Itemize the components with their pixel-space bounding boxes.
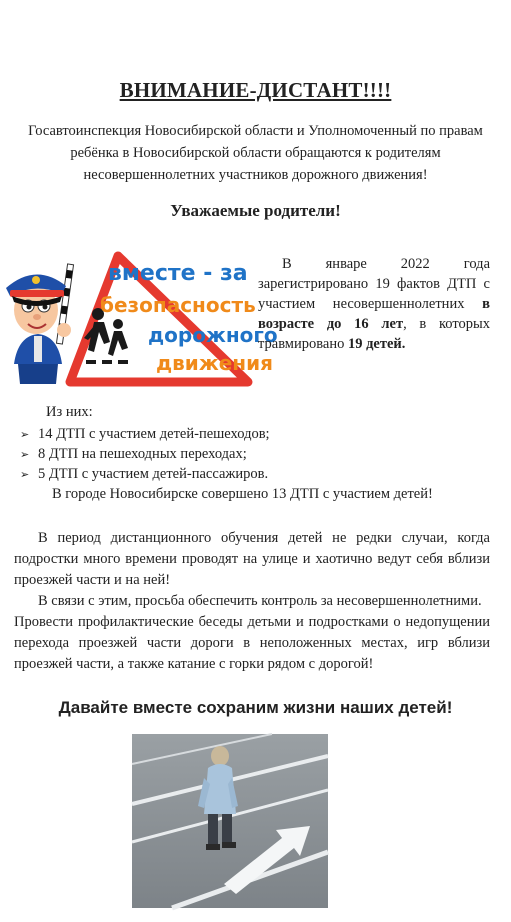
closing-slogan: Давайте вместе сохраним жизни наших детей! — [58, 698, 453, 717]
paragraph-distance-learning: В период дистанционного обучения детей не редки случаи, когда подростки много времени проводят на улице и хаотично ведут себя вблизи проезжей части и на ней! — [14, 530, 490, 588]
stats-part-2: , в которых травмировано — [258, 316, 490, 352]
paragraph-request — [14, 591, 490, 675]
stats-bold-injured: 19 детей. — [347, 336, 406, 352]
list-item: ➢ 14 ДТП с участием детей-пешеходов; — [20, 424, 500, 444]
logo-line-2: безопасность — [100, 293, 256, 317]
arrow-bullet-icon: ➢ — [20, 468, 30, 481]
stats-bold-age: в возрасте до 16 лет — [258, 296, 490, 332]
page-title: ВНИМАНИЕ-ДИСТАНТ!!!! — [119, 78, 392, 102]
stats-part-1: В январе 2022 года зарегистрировано 19 фактов ДТП с участием несовершеннолетних — [258, 256, 490, 312]
paragraph-request-body: Провести профилактические беседы детьми и подростками о недопущении перехода проезжей части дороги в неположенных местах, игр вблизи проезжей части, а также катание с горки рядом с дорогой! — [14, 614, 490, 672]
arrow-bullet-icon: ➢ — [20, 448, 30, 461]
greeting-heading: Уважаемые родители! — [170, 201, 341, 220]
intro-text: Госавтоинспекция Новосибирской области и Уполномоченный по правам ребёнка в Новосибирской области обращаются к родителям несовершеннолетних участников дорожного движения! — [28, 123, 483, 183]
policeman-mascot-icon — [6, 264, 74, 384]
child-on-road-photo — [132, 734, 328, 908]
statistics-list — [20, 424, 500, 484]
road-safety-logo — [0, 244, 278, 390]
statistics-text — [258, 254, 490, 354]
of-them-label: Из них: — [46, 404, 93, 420]
list-item: ➢ 8 ДТП на пешеходных переходах; — [20, 444, 500, 464]
list-item: ➢ 5 ДТП с участием детей-пассажиров. — [20, 464, 500, 484]
paragraph-request-line: В связи с этим, просьба обеспечить контроль за несовершеннолетними. — [38, 593, 482, 609]
arrow-bullet-icon: ➢ — [20, 428, 30, 441]
city-note: В городе Новосибирске совершено 13 ДТП с участием детей! — [52, 486, 433, 502]
logo-line-3: дорожного — [148, 323, 278, 347]
logo-line-1: вместе - за — [108, 261, 248, 286]
logo-line-4: движения — [156, 351, 273, 375]
